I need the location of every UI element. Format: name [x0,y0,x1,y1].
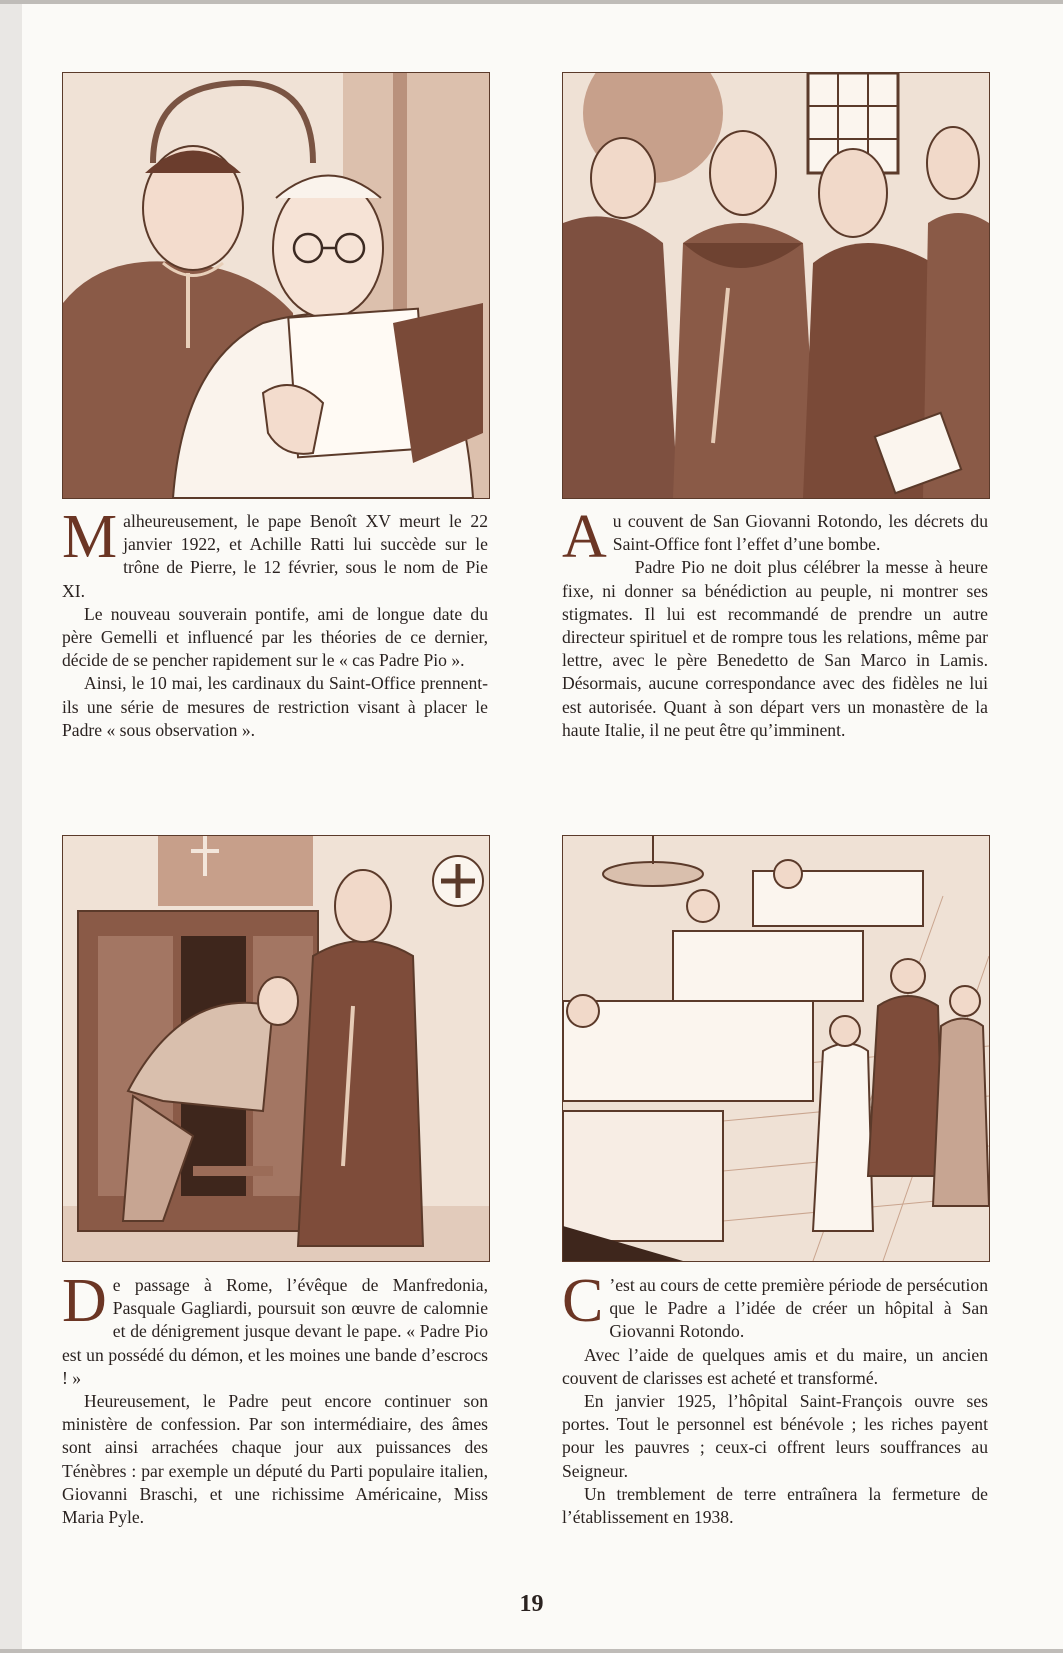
pope-cardinal-illustration [63,73,489,498]
friars-illustration [563,73,989,498]
dropcap: D [62,1267,107,1335]
paragraph: Un tremblement de terre entraînera la fermeture de l’établissement en 1938. [562,1483,988,1528]
paragraph: Padre Pio ne doit plus célébrer la messe à heure fixe, ni donner sa bénédiction au peuple, ni montrer ses stigmates. Il lui est recommandé de prendre un autre directeur spirituel et de rompre tous les relations, même par lettre, avec le père Benedetto de San Marco in Lamis. Désormais, aucune correspondance avec des fidèles ne lui est autorisée. Quant à son départ vers un monastère de la haute Italie, il ne peut être qu’imminent. [562,557,988,740]
panel-hospital [562,835,990,1262]
paragraph: Le nouveau souverain pontife, ami de longue date du père Gemelli et influencé par les théories de ce dernier, décide de se pencher rapidement sur le « cas Padre Pio ». [62,603,488,671]
text-section-1 [62,503,488,742]
paragraph: Avec l’aide de quelques amis et du maire, un ancien couvent de clarisses est acheté et transformé. [562,1344,988,1388]
paragraph: u couvent de San Giovanni Rotondo, les décrets du Saint-Office font l’effet d’une bombe. [612,511,988,555]
confession-illustration [63,836,489,1261]
dropcap: A [562,503,607,571]
page-number: 19 [519,1591,544,1617]
text-section-3 [62,1267,488,1529]
hospital-illustration [563,836,989,1261]
panel-friars-meeting [562,72,990,499]
dropcap: C [562,1267,604,1335]
paragraph: alheureusement, le pape Benoît XV meurt le 22 janvier 1922, et Achille Ratti lui succède sur le trône de Pierre, le 12 février, sous le nom de Pie XI. [62,511,488,601]
paragraph: e passage à Rome, l’évêque de Manfredonia, Pasquale Gagliardi, poursuit son œuvre de calomnie et de dénigrement jusque devant le pape. « Padre Pio est un possédé du démon, et les moines une bande d’escrocs ! » [62,1275,488,1388]
text-section-4 [562,1267,988,1529]
bottom-edge [0,1649,1063,1653]
dropcap: M [62,503,118,571]
paragraph: ’est au cours de cette première période de persécution que le Padre a l’idée de créer un hôpital à San Giovanni Rotondo. [609,1275,988,1342]
panel-pope-and-cardinal [62,72,490,499]
paragraph: En janvier 1925, l’hôpital Saint-François ouvre ses portes. Tout le personnel est bénévole ; les riches payent pour les pauvres ; ceux-ci offrent leurs souffrances au Seigneur. [562,1391,988,1481]
panel-confession [62,835,490,1262]
paragraph: Ainsi, le 10 mai, les cardinaux du Saint-Office prennent-ils une série de mesures de restriction visant à placer le Padre « sous observation ». [62,673,488,740]
paragraph: Heureusement, le Padre peut encore continuer son ministère de confession. Par son intermédiaire, des âmes sont ainsi arrachées chaque jour aux puissances des Ténèbres : par exemple un député du Parti populaire italien, Giovanni Braschi, et une richissime Américaine, Miss Maria Pyle. [62,1391,488,1528]
text-section-2 [562,503,988,742]
